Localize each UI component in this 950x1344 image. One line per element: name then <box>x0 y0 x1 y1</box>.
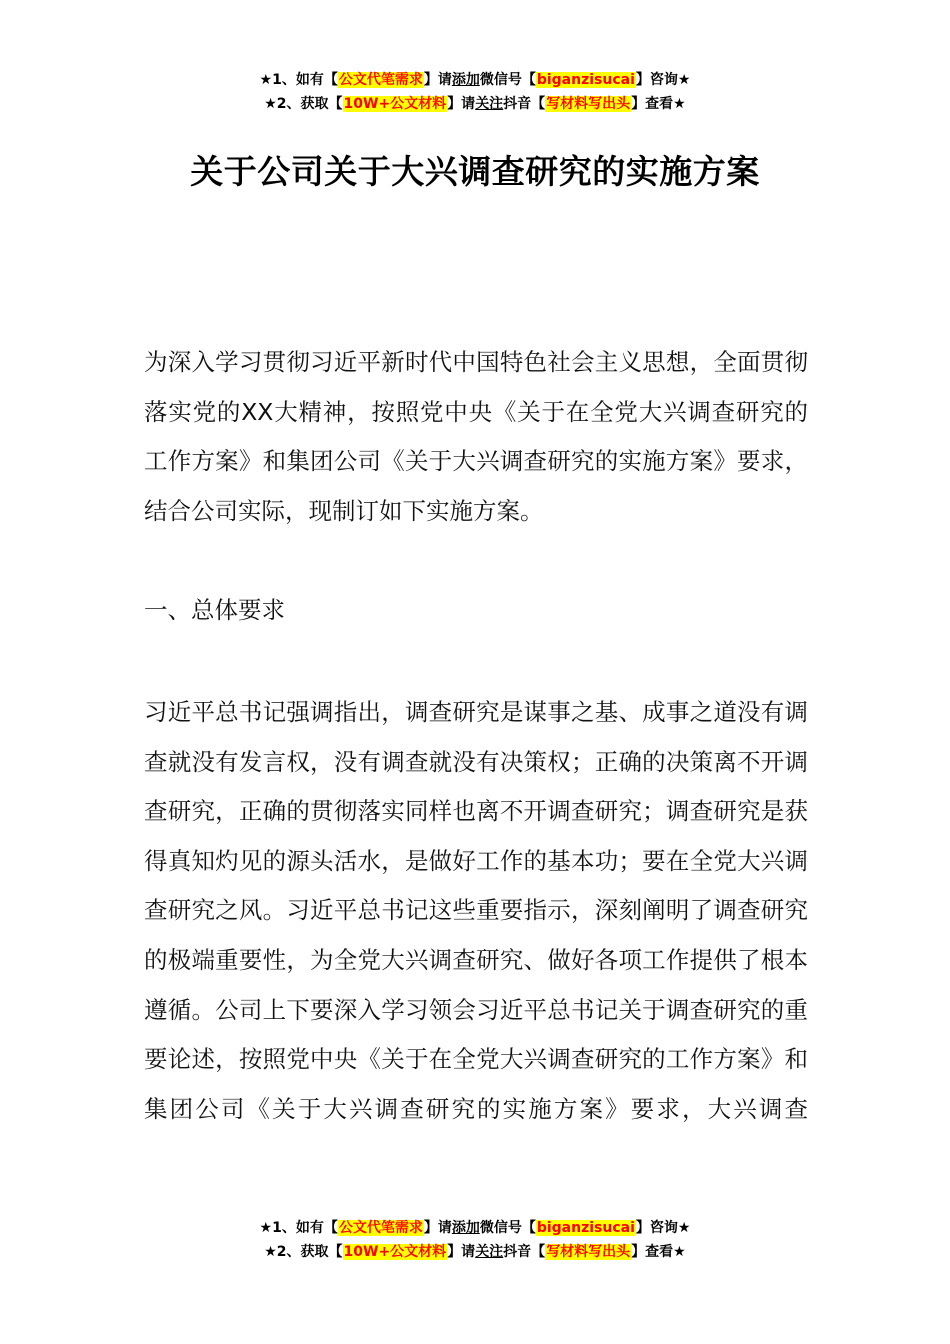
promo-text: ★2、获取【 <box>264 96 343 112</box>
promo-text: 】请 <box>423 72 452 88</box>
promo-highlight: 公文代笔需求 <box>338 72 423 88</box>
promo-text: 微信号【 <box>479 72 536 88</box>
section-heading: 一、总体要求 <box>144 596 285 624</box>
promo-underlined-text: 关注 <box>475 1244 504 1260</box>
promo-highlight: 公文代笔需求 <box>338 1220 423 1236</box>
promo-highlight: 写材料写出头 <box>546 1244 631 1260</box>
promo-text: 】请 <box>423 1220 452 1236</box>
promo-text: 】咨询★ <box>635 1220 691 1236</box>
promo-text: 微信号【 <box>479 1220 536 1236</box>
promo-line-1 <box>0 68 950 92</box>
intro-paragraph: 为深入学习贯彻习近平新时代中国特色社会主义思想，全面贯彻落实党的XX大精神，按照党中央《关于在全党大兴调查研究的工作方案》和集团公司《关于大兴调查研究的实施方案》要求，结合公司实际，现制订如下实施方案。 <box>144 348 808 525</box>
promo-text: 抖音【 <box>503 1244 546 1260</box>
promo-underlined-text: 关注 <box>475 96 504 112</box>
promo-line-1 <box>0 1216 950 1240</box>
promo-text: ★1、如有【 <box>259 72 338 88</box>
promo-text: 】查看★ <box>631 96 686 112</box>
footer-promo-banner <box>0 1216 950 1264</box>
promo-line-2 <box>0 1240 950 1264</box>
promo-text: 】请 <box>447 1244 476 1260</box>
promo-text: 抖音【 <box>503 96 546 112</box>
promo-text: 】请 <box>447 96 476 112</box>
promo-underlined-text: 添加 <box>451 1220 480 1236</box>
promo-highlight: 10W+公文材料 <box>343 96 447 112</box>
promo-line-2 <box>0 92 950 116</box>
promo-text: ★2、获取【 <box>264 1244 343 1260</box>
promo-underlined-text: 添加 <box>451 72 480 88</box>
header-promo-banner <box>0 68 950 116</box>
promo-text: 】咨询★ <box>635 72 691 88</box>
promo-text: ★1、如有【 <box>259 1220 338 1236</box>
promo-highlight: 写材料写出头 <box>546 96 631 112</box>
promo-highlight: biganzisucai <box>536 72 635 88</box>
promo-text: 】查看★ <box>631 1244 686 1260</box>
document-title: 关于公司关于大兴调查研究的实施方案 <box>190 152 760 191</box>
section-paragraph: 习近平总书记强调指出，调查研究是谋事之基、成事之道没有调查就没有发言权，没有调查就没有决策权；正确的决策离不开调查研究，正确的贯彻落实同样也离不开调查研究；调查研究是获得真知灼见的源头活水，是做好工作的基本功；要在全党大兴调查研究之风。习近平总书记这些重要指示，深刻阐明了调查研究的极端重要性，为全党大兴调查研究、做好各项工作提供了根本遵循。公司上下要深入学习领会习近平总书记关于调查研究的重要论述，按照党中央《关于在全党大兴调查研究的工作方案》和集团公司《关于大兴调查研究的实施方案》要求，大兴调查 <box>144 698 808 1123</box>
promo-highlight: biganzisucai <box>536 1220 635 1236</box>
promo-highlight: 10W+公文材料 <box>343 1244 447 1260</box>
